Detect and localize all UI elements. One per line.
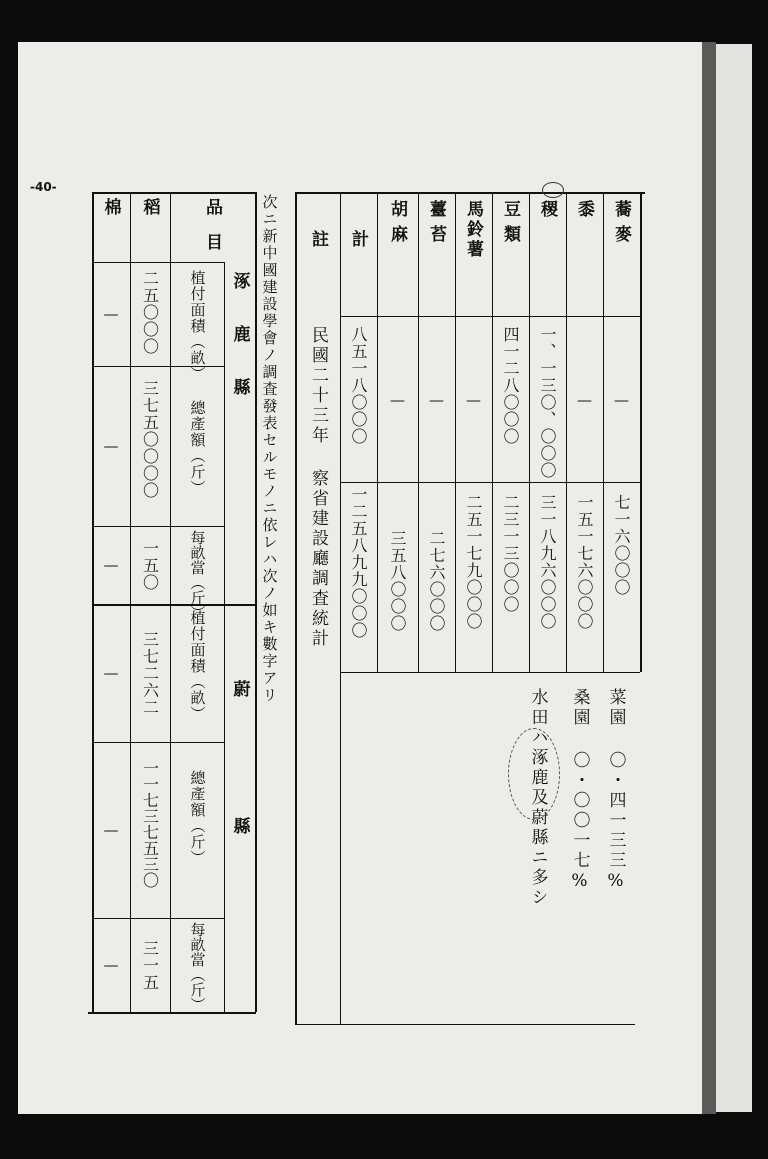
header-beans: 豆類 — [500, 200, 520, 250]
page-number: -40- — [30, 180, 57, 194]
side-note-vegetable-garden: 菜園 〇・四一三三% — [605, 688, 626, 894]
total-col-a: 八五一八〇〇〇 — [349, 326, 368, 445]
header-sesame: 胡麻 — [387, 200, 407, 250]
table2-bottom-border — [88, 1012, 256, 1014]
table2-top-border — [92, 192, 256, 194]
total-col-b: 一二五八九九〇〇〇 — [349, 486, 368, 639]
row-rice-name: 稻 — [139, 198, 160, 223]
subhead-per-mu-1: 每畝當（斤） — [188, 530, 207, 620]
table1-top-border — [295, 192, 645, 194]
header-millet: 黍 — [574, 200, 594, 225]
header-total: 計 — [348, 230, 368, 255]
subhead-per-mu-2: 每畝當（斤） — [188, 922, 207, 1012]
header-potato: 馬鈴薯 — [463, 200, 483, 260]
county-zhuolu: 涿鹿縣 — [229, 272, 250, 431]
note-label: 註 — [308, 230, 328, 255]
table1-bottom-rule — [340, 672, 640, 673]
item-header: 品目 — [202, 198, 222, 268]
side-note-paddy: 水田ハ涿鹿及蔚縣ニ多シ — [527, 688, 548, 908]
circled-mark — [508, 728, 560, 820]
side-note-mulberry-garden: 桑園 〇・〇〇一七% — [569, 688, 590, 894]
ink-blot — [542, 182, 564, 198]
county-yu: 蔚縣 — [229, 680, 250, 954]
intro-sentence: 次ニ新中國建設學會ノ調査發表セルモノニ依レハ次ノ如キ數字アリ — [260, 194, 279, 704]
row-cotton-name: 棉 — [100, 198, 121, 223]
table2-right-border — [255, 192, 257, 1012]
note-text: 民國二十三年 察省建設廳調査統計 — [308, 326, 328, 649]
subhead-area-2: 植付面積（畝） — [188, 610, 207, 722]
header-buckwheat: 蕎麥 — [611, 200, 631, 250]
header-rapeseed: 薹苔 — [426, 200, 446, 250]
table1-header-rule — [340, 316, 640, 317]
table1-foot-border — [295, 1024, 635, 1025]
subhead-output-1: 總產額（斤） — [188, 400, 207, 496]
header-broomcorn: 稷 — [537, 200, 557, 225]
table1-middle-rule — [340, 482, 640, 483]
next-page-edge — [716, 44, 752, 1112]
table1-right-border — [640, 192, 642, 672]
subhead-output-2: 總產額（斤） — [188, 770, 207, 866]
page-edge-shadow — [702, 42, 716, 1114]
subhead-area-1: 植付面積（畝） — [188, 270, 207, 382]
